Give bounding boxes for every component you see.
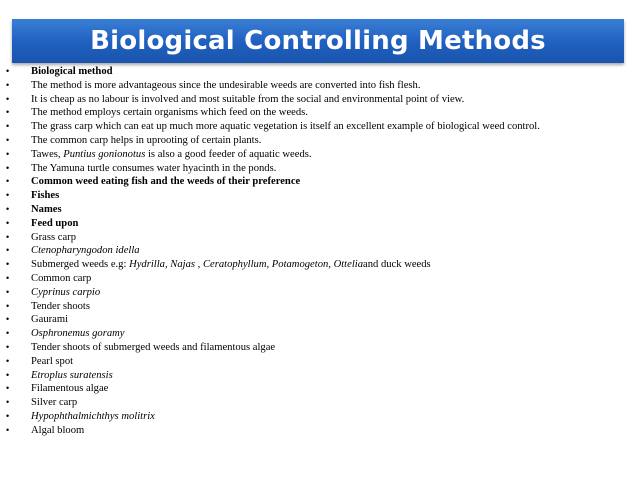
bullet-item [0,300,638,314]
bullet-text [31,134,261,148]
bullet-dot-icon: • [6,79,10,90]
bullet-item [0,175,638,189]
bullet-text-segment: Fishes [31,190,60,202]
bullet-text-segment: Names [31,203,62,215]
bullet-dot-icon: • [6,328,10,339]
bullet-text-segment: Tawes, [31,148,64,160]
bullet-item [0,272,638,286]
bullet-text [31,106,308,120]
bullet-item [0,341,638,355]
bullet-item [0,217,638,231]
bullet-dot-icon: • [6,272,10,283]
bullet-text [31,410,155,424]
bullet-text-segment: Hypophthalmichthys molitrix [31,410,155,422]
bullet-text [31,313,68,327]
bullet-text [31,120,540,134]
bullet-item [0,355,638,369]
bullet-item [0,382,638,396]
bullet-text [31,327,124,341]
bullet-dot-icon: • [6,148,10,159]
bullet-item [0,244,638,258]
bullet-list [0,65,638,438]
bullet-dot-icon: • [6,203,10,214]
title-bar [12,19,624,63]
bullet-dot-icon: • [6,162,10,173]
bullet-item [0,189,638,203]
bullet-item [0,134,638,148]
bullet-item [0,79,638,93]
bullet-text-segment: Feed upon [31,217,79,229]
bullet-text [31,300,90,314]
bullet-text-segment: Grass carp [31,231,77,243]
bullet-text [31,148,312,162]
bullet-text-segment: is also a good feeder of aquatic weeds. [145,148,312,160]
bullet-item [0,162,638,176]
bullet-dot-icon: • [6,397,10,408]
bullet-dot-icon: • [6,190,10,201]
bullet-item [0,203,638,217]
bullet-item [0,258,638,272]
bullet-text-segment: The common carp helps in uprooting of certain plants. [31,134,262,146]
bullet-text [31,272,91,286]
bullet-dot-icon: • [6,355,10,366]
bullet-item [0,410,638,424]
bullet-text [31,396,77,410]
bullet-text [31,189,59,203]
bullet-item [0,424,638,438]
bullet-text [31,258,431,272]
bullet-dot-icon: • [6,176,10,187]
bullet-text [31,65,113,79]
bullet-text [31,231,76,245]
bullet-text-segment: Common weed eating fish and the weeds of their preference [31,176,301,188]
bullet-dot-icon: • [6,383,10,394]
bullet-text-segment: and duck weeds [363,259,431,271]
bullet-dot-icon: • [6,217,10,228]
bullet-item [0,65,638,79]
bullet-text [31,175,300,189]
bullet-dot-icon: • [6,286,10,297]
bullet-item [0,327,638,341]
bullet-item [0,120,638,134]
bullet-text [31,162,276,176]
bullet-dot-icon: • [6,314,10,325]
bullet-text-segment: Cyprinus carpio [31,286,101,298]
bullet-text-segment: The method employs certain organisms which feed on the weeds. [31,107,308,119]
bullet-text-segment: Tender shoots of submerged weeds and filamentous algae [31,341,276,353]
bullet-text-segment: It is cheap as no labour is involved and most suitable from the social and environmental point of view. [31,93,465,105]
bullet-text-segment: Pearl spot [31,355,74,367]
bullet-text [31,217,78,231]
bullet-dot-icon: • [6,369,10,380]
slide-title: Biological Controlling Methods [90,26,546,56]
bullet-text-segment: Osphronemus goramy [31,328,125,340]
bullet-dot-icon: • [6,259,10,270]
bullet-text-segment: The method is more advantageous since the undesirable weeds are converted into fish flesh. [31,79,421,91]
bullet-item [0,286,638,300]
bullet-item [0,369,638,383]
bullet-text-segment: Common carp [31,272,92,284]
bullet-text-segment: Hydrilla, Najas , Ceratophyllum, Potamogeton, Ottelia [129,259,364,271]
bullet-dot-icon: • [6,66,10,76]
bullet-text-segment: Puntius gonionotus [63,148,146,160]
bullet-item [0,231,638,245]
bullet-dot-icon: • [6,93,10,104]
bullet-text-segment: Ctenopharyngodon idella [31,245,140,257]
bullet-text-segment: Gaurami [31,314,69,326]
bullet-text [31,382,108,396]
bullet-text-segment: Silver carp [31,397,78,409]
bullet-dot-icon: • [6,245,10,256]
bullet-dot-icon: • [6,231,10,242]
bullet-text-segment: Etroplus suratensis [31,369,113,381]
bullet-text-segment: Biological method [31,66,113,77]
bullet-text [31,93,464,107]
bullet-text-segment: Tender shoots [31,300,90,312]
bullet-text [31,369,113,383]
bullet-dot-icon: • [6,107,10,118]
bullet-item [0,396,638,410]
bullet-item [0,106,638,120]
bullet-dot-icon: • [6,134,10,145]
bullet-text-segment: Filamentous algae [31,383,109,395]
bullet-dot-icon: • [6,121,10,132]
bullet-item [0,313,638,327]
bullet-text [31,424,84,438]
bullet-dot-icon: • [6,341,10,352]
bullet-text-segment: Submerged weeds e.g: [31,259,130,271]
bullet-text-segment: The grass carp which can eat up much more aquatic vegetation is itself an excellent example of biological weed control. [31,121,540,133]
bullet-text-segment: The Yamuna turtle consumes water hyacinth in the ponds. [31,162,277,174]
bullet-text [31,355,73,369]
bullet-dot-icon: • [6,410,10,421]
bullet-item [0,93,638,107]
bullet-text-segment: Algal bloom [31,424,85,436]
bullet-text [31,286,100,300]
bullet-dot-icon: • [6,300,10,311]
bullet-item [0,148,638,162]
bullet-text [31,341,275,355]
bullet-text [31,203,62,217]
bullet-dot-icon: • [6,424,10,435]
bullet-text [31,79,421,93]
bullet-text [31,244,140,258]
